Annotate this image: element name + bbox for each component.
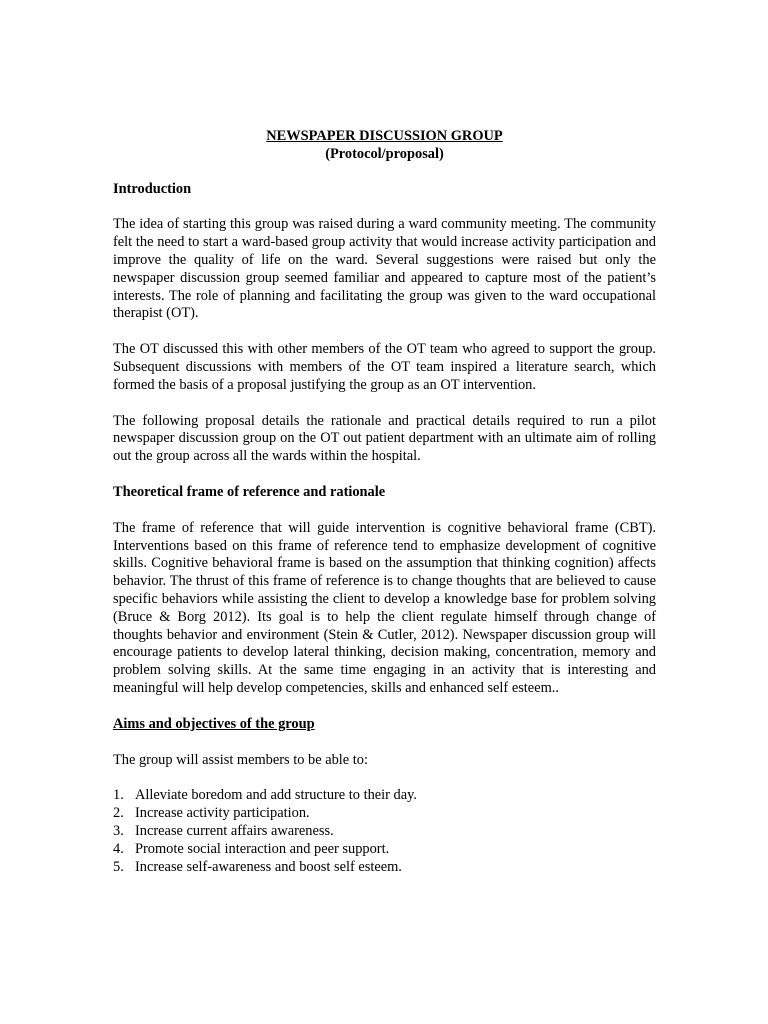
list-item-text: Promote social interaction and peer support. xyxy=(135,840,390,857)
theory-heading: Theoretical frame of reference and rationale xyxy=(113,483,386,500)
aims-intro: The group will assist members to be able to: xyxy=(113,751,368,768)
list-item-number: 2. xyxy=(113,805,124,822)
list-item xyxy=(113,841,656,859)
theory-paragraph: The frame of reference that will guide intervention is cognitive behavioral frame (CBT). Interventions based on this frame of reference tend to emphasize development of cognitive skills. Cognitive behavioral frame is based on the assumption that thinking cognition) affects behavior. The thrust of this frame of reference is to change thoughts that are believed to cause specific behaviors while assisting the client to develop a knowledge base for problem solving (Bruce & Borg 2012). Its goal is to help the client regulate himself through change of thoughts behavior and environment (Stein & Cutler, 2012). Newspaper discussion group will encourage patients to develop lateral thinking, decision making, concentration, memory and problem solving skills. At the same time engaging in an activity that is interesting and meaningful will help develop competencies, skills and enhanced self esteem.. xyxy=(113,519,656,696)
list-item-number: 4. xyxy=(113,840,124,857)
introduction-heading: Introduction xyxy=(113,180,192,197)
list-item xyxy=(113,823,656,841)
introduction-paragraph: The OT discussed this with other members of the OT team who agreed to support the group. Subsequent discussions with members of the OT team inspired a literature search, which formed the basis of a proposal justifying the group as an OT intervention. xyxy=(113,341,656,393)
list-item-text: Increase activity participation. xyxy=(135,805,310,822)
list-item-text: Alleviate boredom and add structure to their day. xyxy=(135,787,417,804)
list-item-number: 5. xyxy=(113,858,124,875)
document-title: NEWSPAPER DISCUSSION GROUP xyxy=(266,128,503,144)
list-item xyxy=(113,859,656,877)
list-item-number: 1. xyxy=(113,787,124,804)
document-subtitle: (Protocol/proposal) xyxy=(325,145,444,162)
aims-heading: Aims and objectives of the group xyxy=(113,715,315,732)
list-item-text: Increase self-awareness and boost self esteem. xyxy=(135,858,402,875)
list-item xyxy=(113,805,656,823)
aims-list xyxy=(113,787,656,876)
document-body xyxy=(113,128,656,876)
list-item-text: Increase current affairs awareness. xyxy=(135,822,334,839)
list-item-number: 3. xyxy=(113,822,124,839)
list-item xyxy=(113,787,656,805)
introduction-paragraph: The following proposal details the rationale and practical details required to run a pilot newspaper discussion group on the OT out patient department with an ultimate aim of rolling out the group across all the wards within the hospital. xyxy=(113,412,656,465)
introduction-paragraph: The idea of starting this group was raised during a ward community meeting. The community felt the need to start a ward-based group activity that would increase activity participation and improve the quality of life on the ward. Several suggestions were raised but only the newspaper discussion group seemed familiar and appeared to capture most of the patient’s interests. The role of planning and facilitating the group was given to the ward occupational therapist (OT). xyxy=(113,216,656,322)
